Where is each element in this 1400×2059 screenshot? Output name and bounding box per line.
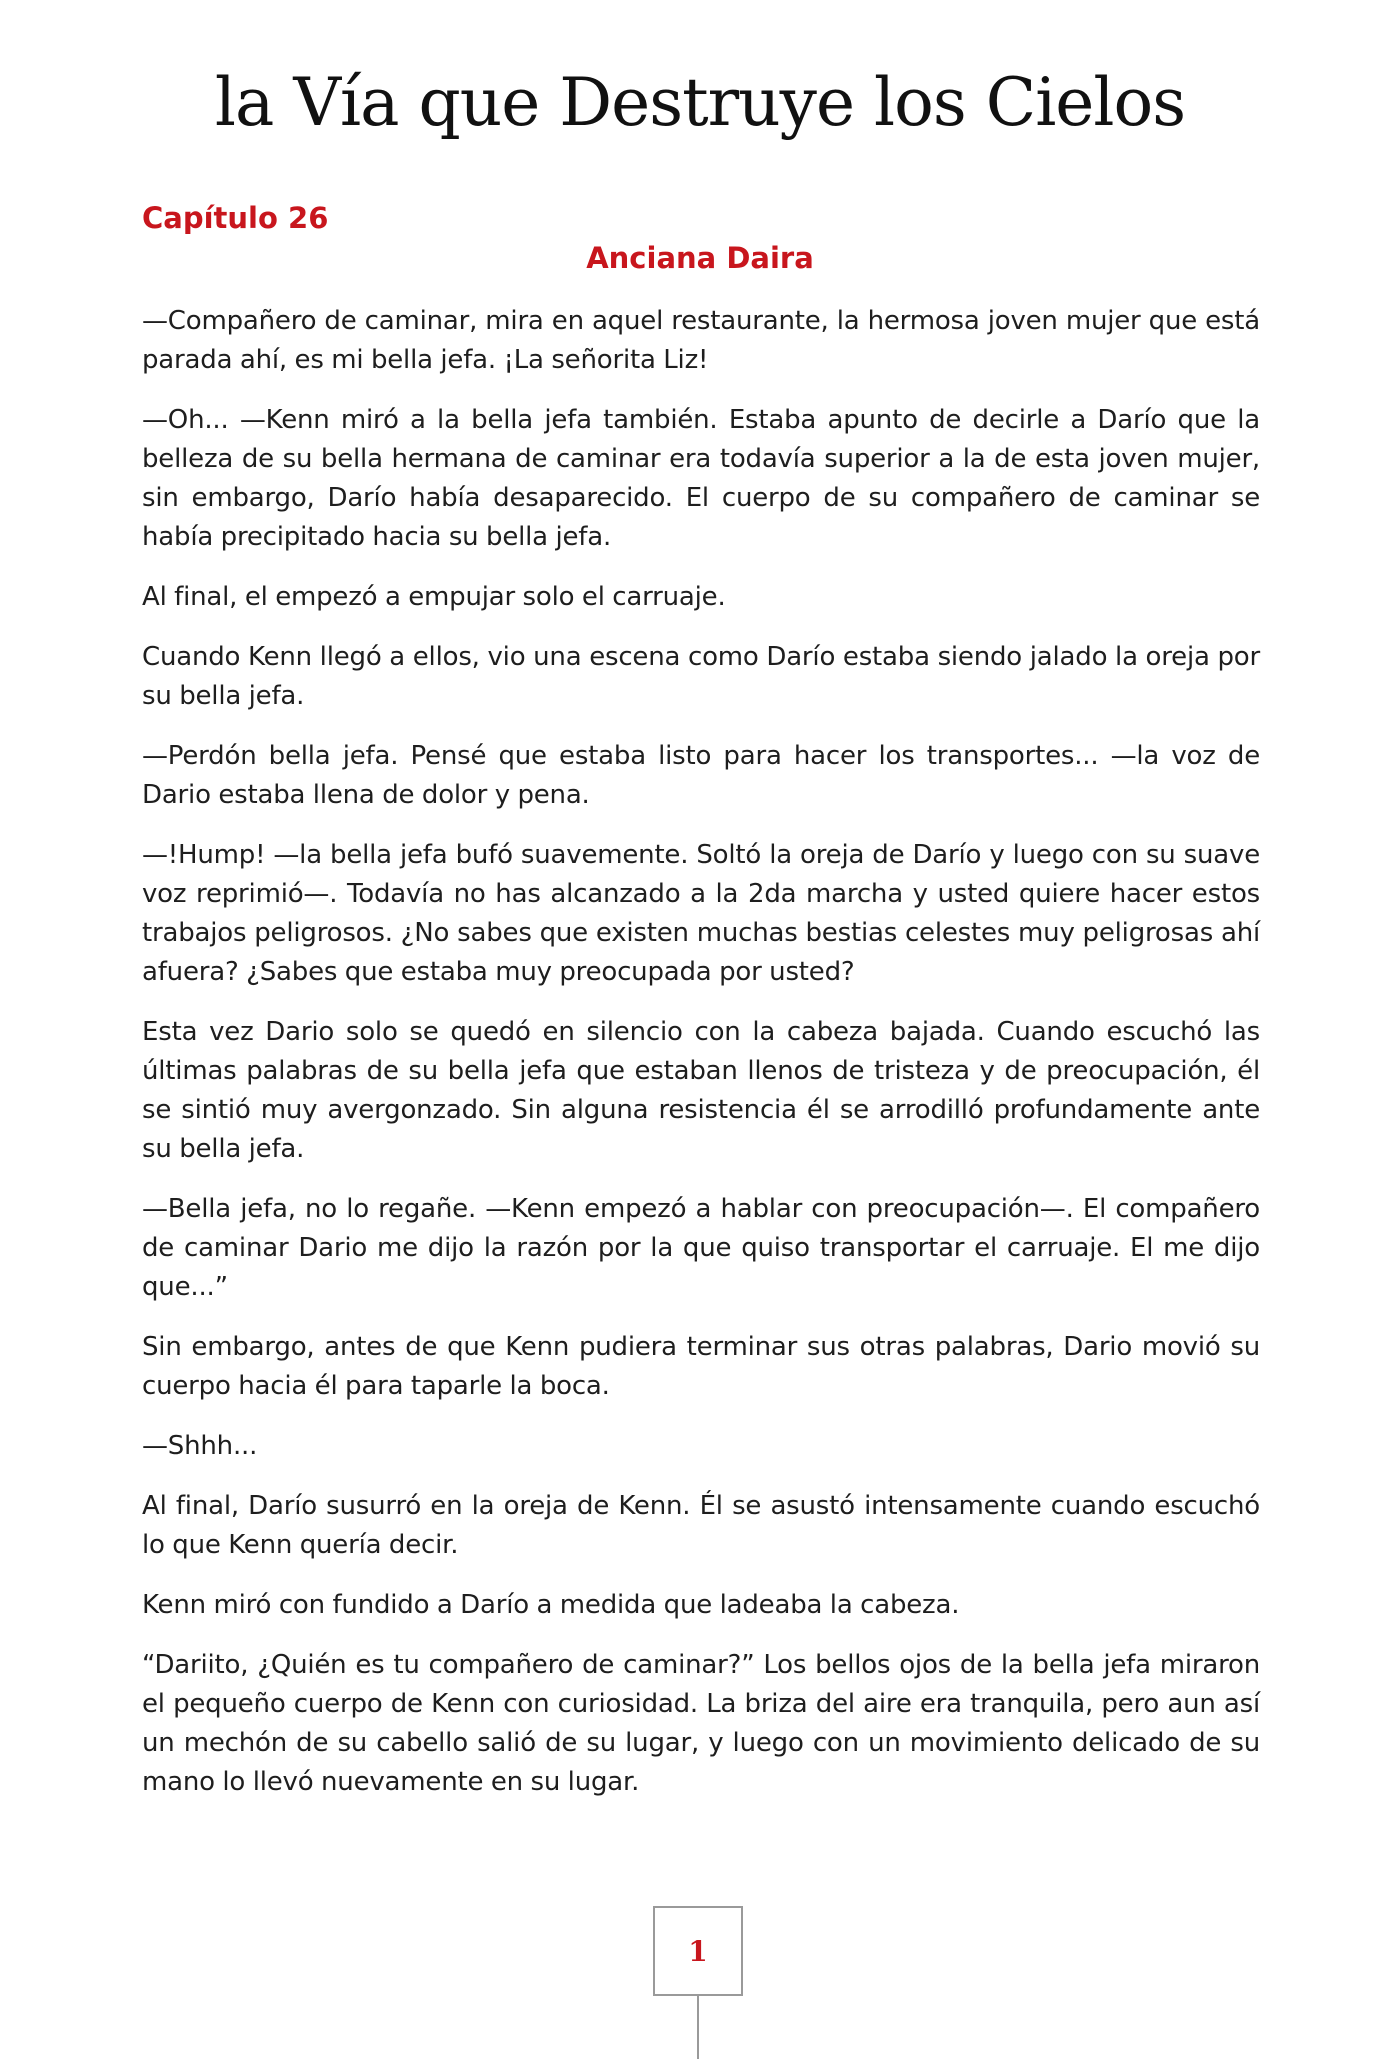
paragraph: —Bella jefa, no lo regañe. —Kenn empezó a hablar con preocupación—. El compañero de caminar Dario me dijo la razón por la que quiso transportar el carruaje. El me dijo que...” [142,1194,1260,1302]
page-number: 1 [653,1906,743,1996]
paragraph: —!Hump! —la bella jefa bufó suavemente. Soltó la oreja de Darío y luego con su suave voz reprimió—. Todavía no has alcanzado a la 2da marcha y usted quiere hacer estos trabajos peligrosos. ¿No sabes que existen muchas bestias celestes muy peligrosas ahí afuera? ¿Sabes que estaba muy preocupada por usted? [142,840,1260,987]
page-title: la Vía que Destruye los Cielos [214,64,1186,141]
paragraph: —Shhh... [142,1431,258,1461]
paragraph: —Compañero de caminar, mira en aquel restaurante, la hermosa joven mujer que está parada ahí, es mi bella jefa. ¡La señorita Liz! [142,306,1260,375]
chapter-title: Anciana Daira [586,241,814,275]
paragraph: Cuando Kenn llegó a ellos, vio una escena como Darío estaba siendo jalado la oreja por su bella jefa. [142,642,1260,711]
paragraph: —Oh... —Kenn miró a la bella jefa también. Estaba apunto de decirle a Darío que la belleza de su bella hermana de caminar era todavía superior a la de esta joven mujer, sin embargo, Darío había desaparecido. El cuerpo de su compañero de caminar se había precipitado hacia su bella jefa. [142,405,1260,552]
chapter-label: Capítulo 26 [142,201,329,235]
paragraph: Sin embargo, antes de que Kenn pudiera terminar sus otras palabras, Dario movió su cuerpo hacia él para taparle la boca. [142,1332,1260,1401]
page-number-divider [697,1996,699,2059]
chapter-body [142,302,1260,1823]
paragraph: Al final, Darío susurró en la oreja de Kenn. Él se asustó intensamente cuando escuchó lo que Kenn quería decir. [142,1491,1260,1560]
paragraph: Al final, el empezó a empujar solo el carruaje. [142,582,726,612]
paragraph: Esta vez Dario solo se quedó en silencio con la cabeza bajada. Cuando escuchó las últimas palabras de su bella jefa que estaban llenos de tristeza y de preocupación, él se sintió muy avergonzado. Sin alguna resistencia él se arrodilló profundamente ante su bella jefa. [142,1017,1260,1164]
paragraph: “Dariito, ¿Quién es tu compañero de caminar?” Los bellos ojos de la bella jefa miraron el pequeño cuerpo de Kenn con curiosidad. La briza del aire era tranquila, pero aun así un mechón de su cabello salió de su lugar, y luego con un movimiento delicado de su mano lo llevó nuevamente en su lugar. [142,1650,1260,1797]
paragraph: Kenn miró con fundido a Darío a medida que ladeaba la cabeza. [142,1590,960,1620]
paragraph: —Perdón bella jefa. Pensé que estaba listo para hacer los transportes... —la voz de Dario estaba llena de dolor y pena. [142,741,1260,810]
